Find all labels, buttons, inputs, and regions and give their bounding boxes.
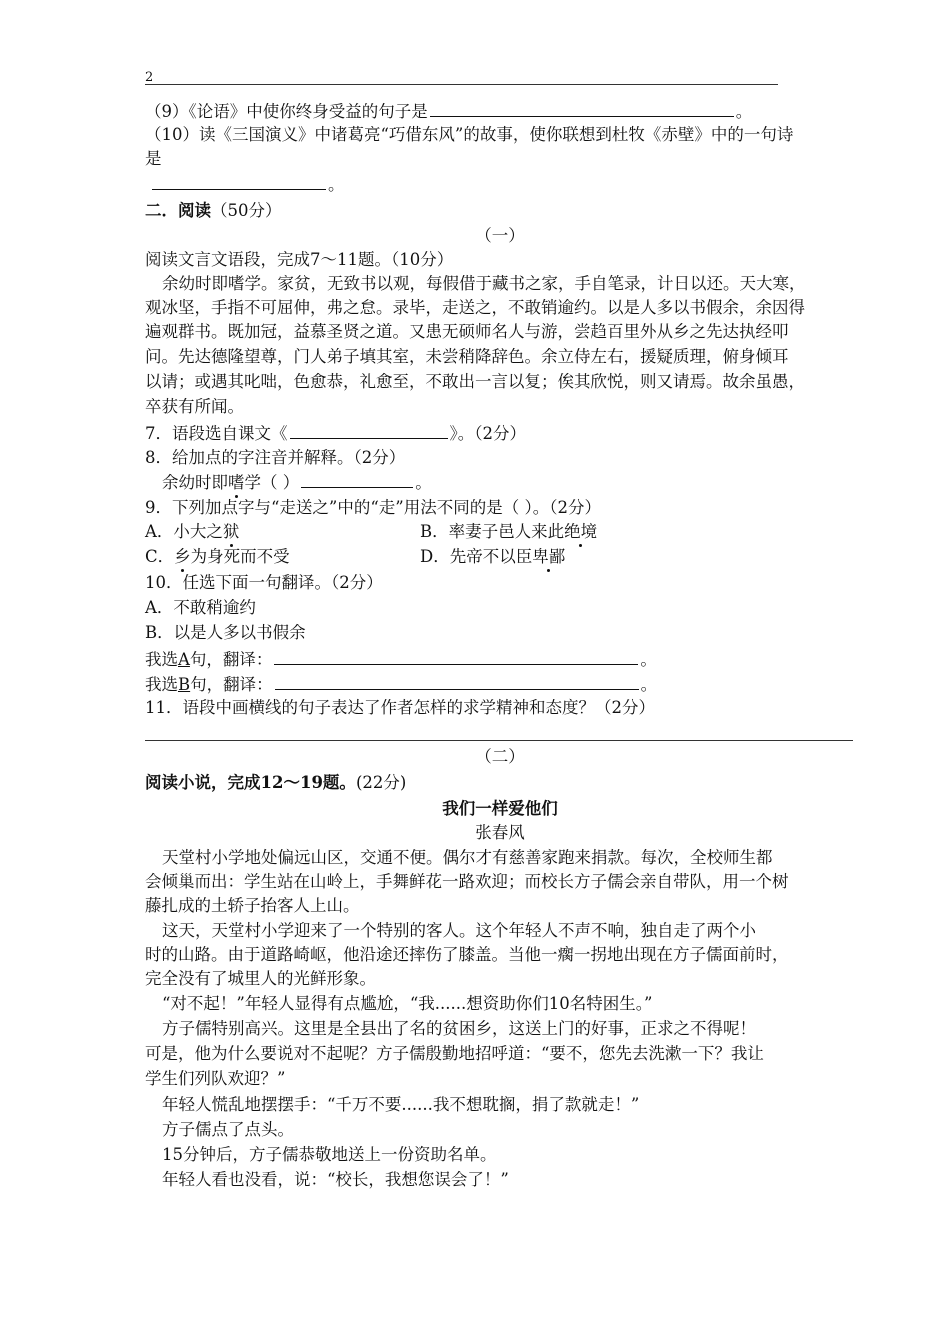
story-line: 完全没有了城里人的光鲜形象。 (145, 969, 376, 988)
q8-dotted-char: 嗜 (228, 473, 245, 492)
option-label: D． (420, 547, 450, 566)
page-number: 2 (145, 70, 154, 85)
q10-choose-b-line (145, 672, 657, 697)
part2-intro: 阅读小说，完成12～19题。 (145, 773, 356, 792)
choose-text: 句，翻译： (189, 650, 273, 669)
choice-a[interactable]: A (178, 650, 190, 669)
story-author: 张春风 (475, 823, 525, 842)
story-line: 可是，他为什么要说对不起呢？方子儒殷勤地招呼道：“要不，您先去洗漱一下？我让 (145, 1044, 764, 1063)
q8-answer-blank[interactable] (301, 470, 413, 488)
story-line: 天堂村小学地处偏远山区，交通不便。偶尔才有慈善家跑来捐款。每次，全校师生都 (162, 848, 773, 867)
q8-text: 余幼时即 (162, 473, 228, 492)
option-label: C． (145, 547, 175, 566)
story-line: 藤扎成的土轿子抬客人上山。 (145, 896, 360, 915)
q10-translation-a-blank[interactable] (274, 647, 638, 665)
story-line: 年轻人看也没看，说：“校长，我想您误会了！” (162, 1170, 509, 1189)
part2-intro-line (145, 771, 406, 795)
q10-reading-title: 10．任选下面一句翻译。（2分） (145, 573, 383, 592)
q8-pinyin-slot: 学（ ） (244, 473, 300, 492)
story-title: 我们一样爱他们 (442, 799, 558, 818)
story-line: 这天，天堂村小学迎来了一个特别的客人。这个年轻人不声不响，独自走了两个小 (162, 921, 756, 940)
q7-suffix: 》。（2分） (449, 424, 526, 443)
option-label: B． (420, 522, 449, 541)
q10-translation-b-blank[interactable] (275, 672, 639, 690)
q8-title: 8．给加点的字注音并解释。（2分） (145, 448, 406, 467)
q7-line (145, 421, 526, 446)
q7-answer-blank[interactable] (290, 421, 448, 439)
q9-answer-blank[interactable] (430, 99, 734, 117)
q9-option-c[interactable] (145, 545, 290, 569)
option-text: 小大之 (173, 522, 223, 541)
part1-intro: 阅读文言文语段，完成7～11题。（10分） (145, 250, 454, 269)
q9-option-d[interactable] (420, 545, 565, 569)
story-line: 方子儒点了点头。 (162, 1120, 294, 1139)
choose-text: 句，翻译： (190, 675, 273, 694)
q10-suffix: 。 (328, 175, 345, 194)
option-dotted-text: 狱 (222, 522, 240, 541)
passage-line: 遍观群书。既加冠，益慕圣贤之道。又患无硕师名人与游，尝趋百里外从乡之先达执经叩 (145, 322, 789, 341)
choice-b[interactable]: B (178, 675, 191, 694)
section-divider (145, 740, 853, 741)
q10-choose-a-line (145, 647, 657, 672)
option-text: 先帝不以臣 (449, 547, 533, 566)
q8-line (162, 470, 432, 495)
part2-score: (22分) (355, 773, 407, 792)
section2-title: 二．阅读 (145, 201, 211, 220)
part2-heading: （二） (475, 747, 525, 766)
part1-heading: （一） (475, 226, 525, 245)
q9-reading-title: 9．下列加点字与“走送之”中的“走”用法不同的是（ ）。（2分） (145, 498, 601, 517)
header-rule (145, 84, 778, 85)
section2-title-line (145, 199, 282, 223)
option-label: A． (145, 522, 174, 541)
q9-option-a[interactable] (145, 520, 239, 544)
choose-text: 我选 (145, 650, 178, 669)
option-dotted-text: 乡 (174, 547, 191, 566)
story-line: 时的山路。由于道路崎岖，他沿途还摔伤了膝盖。当他一瘸一拐地出现在方子儒面前时， (145, 945, 789, 964)
option-text: 率妻子邑人来此 (448, 522, 565, 541)
passage-line: 观冰坚，手指不可屈伸，弗之怠。录毕，走送之，不敢销逾约。以是人多以书假余，余因得 (145, 298, 805, 317)
story-line: 15分钟后，方子儒恭敬地送上一份资助名单。 (162, 1145, 497, 1164)
passage-line: 问。先达德隆望尊，门人弟子填其室，未尝稍降辞色。余立侍左右，援疑质理，俯身倾耳 (145, 347, 789, 366)
q10-line2: 是 (145, 149, 162, 168)
story-line: “对不起！”年轻人显得有点尴尬，“我......想资助你们10名特困生。” (162, 994, 653, 1013)
story-line: 方子儒特别高兴。这里是全县出了名的贫困乡，这送上门的好事，正求之不得呢！ (162, 1019, 756, 1038)
q10-option-b: B．以是人多以书假余 (145, 623, 306, 642)
q9-line (145, 99, 752, 124)
option-dotted-text: 绝境 (564, 522, 598, 541)
q8-suffix: 。 (415, 473, 432, 492)
q10-answer-line (150, 172, 345, 197)
q11-title: 11．语段中画横线的句子表达了作者怎样的求学精神和态度？（2分） (145, 698, 655, 717)
q10-suffix: 。 (640, 675, 658, 694)
q7-prefix: 7．语段选自课文《 (145, 424, 288, 443)
q10-line1: （10）读《三国演义》中诸葛亮“巧借东风”的故事，使你联想到杜牧《赤壁》中的一句诗 (145, 125, 794, 144)
choose-text: 我选 (145, 675, 178, 694)
story-line: 学生们列队欢迎？” (145, 1069, 286, 1088)
q9-suffix: 。 (735, 102, 753, 121)
passage-line: 卒获有所闻。 (145, 397, 244, 416)
q9-prefix: （9）《论语》中使你终身受益的句子是 (145, 102, 428, 121)
q9-option-b[interactable] (420, 520, 597, 544)
q10-option-a: A．不敢稍逾约 (145, 598, 256, 617)
story-line: 会倾巢而出：学生站在山岭上，手舞鲜花一路欢迎；而校长方子儒会亲自带队，用一个树 (145, 872, 789, 891)
passage-line: 余幼时即嗜学。家贫，无致书以观，每假借于藏书之家，手自笔录，计日以还。天大寒， (162, 274, 806, 293)
q10-answer-blank[interactable] (152, 172, 326, 190)
q10-suffix: 。 (640, 650, 657, 669)
option-dotted-text: 卑鄙 (532, 547, 566, 566)
story-line: 年轻人慌乱地摆摆手：“千万不要......我不想耽搁，捐了款就走！” (162, 1095, 640, 1114)
option-text: 为身死而不受 (190, 547, 290, 566)
section2-score: （50分） (211, 201, 282, 220)
passage-line: 以请；或遇其叱咄，色愈恭，礼愈至，不敢出一言以复；俟其欣悦，则又请焉。故余虽愚， (145, 372, 805, 391)
